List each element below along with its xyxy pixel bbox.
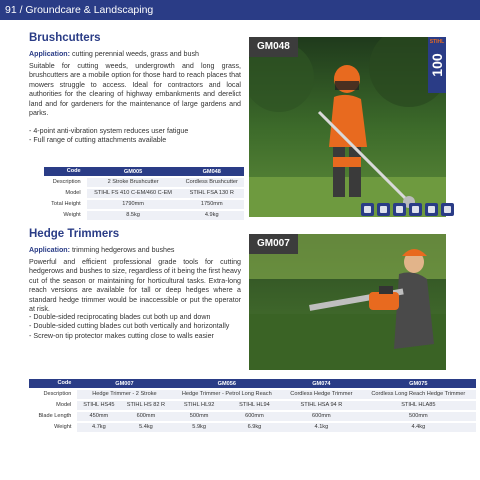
eye-protection-icon bbox=[441, 203, 454, 216]
hard-hat-icon bbox=[377, 203, 390, 216]
table-cell: STIHL HSA 94 R bbox=[282, 401, 361, 410]
hedge-trimmer-photo-art bbox=[249, 234, 446, 370]
table-header-cell: GM074 bbox=[282, 379, 361, 388]
brushcutter-photo-art bbox=[249, 37, 446, 217]
visor-icon bbox=[393, 203, 406, 216]
table-cell: 600mm bbox=[120, 412, 171, 421]
page-title: 91 / Groundcare & Landscaping bbox=[5, 4, 154, 16]
brushcutter-photo-tag: GM048 bbox=[249, 37, 298, 57]
badge-brand: STIHL bbox=[429, 39, 445, 45]
brushcutters-application-text: cutting perennial weeds, grass and bush bbox=[69, 50, 199, 58]
table-cell: 6.9kg bbox=[227, 423, 282, 432]
table-cell: 2 Stroke Brushcutter bbox=[87, 178, 180, 187]
table-cell: 4.7kg bbox=[77, 423, 120, 432]
stihl-100-badge bbox=[428, 37, 446, 93]
hedge-trimmers-application-text: trimming hedgerows and bushes bbox=[69, 246, 175, 254]
table-cell: 5.9kg bbox=[171, 423, 226, 432]
table-cell: Weight bbox=[29, 423, 77, 432]
brushcutters-application bbox=[29, 50, 241, 59]
table-cell: Blade Length bbox=[29, 412, 77, 421]
brushcutters-table bbox=[44, 165, 244, 222]
table-header-cell: GM075 bbox=[361, 379, 476, 388]
table-cell: Cordless Long Reach Hedge Trimmer bbox=[361, 390, 476, 399]
bullet-item: - Double-sided cutting blades cut both vertically and horizontally bbox=[29, 322, 241, 331]
ppe-icons-row bbox=[361, 203, 454, 216]
table-cell: STIHL HS45 bbox=[77, 401, 120, 410]
table-cell: Hedge Trimmer - 2 Stroke bbox=[77, 390, 171, 399]
hedge-trimmer-photo bbox=[249, 234, 446, 370]
boots-icon bbox=[425, 203, 438, 216]
hedge-trimmers-description: Powerful and efficient professional grade tools for cutting hedgerows and bushes to size, regardless of it being the first heavy cut of the season or maintaining for horticultural tasks. Extra-long reach versions are available for tall or deep hedges where a standard hedge trimmer would be inaccessible or put the operator at risk. bbox=[29, 258, 241, 314]
table-cell: 4.9kg bbox=[179, 211, 244, 220]
bullet-item: - Double-sided reciprocating blades cut both up and down bbox=[29, 313, 241, 322]
table-row bbox=[44, 211, 244, 220]
table-cell: 500mm bbox=[361, 412, 476, 421]
table-header-cell: GM007 bbox=[77, 379, 171, 388]
table-header-cell: Code bbox=[44, 167, 87, 176]
table-cell: STIHL FS 410 C-EM/460 C-EM bbox=[87, 189, 180, 198]
hedge-trimmers-heading: Hedge Trimmers bbox=[29, 228, 120, 240]
bullet-item: - 4-point anti-vibration system reduces user fatigue bbox=[29, 127, 241, 136]
table-row bbox=[44, 189, 244, 198]
table-cell: 4.1kg bbox=[282, 423, 361, 432]
table-cell: Total Height bbox=[44, 200, 87, 209]
table-row bbox=[29, 390, 476, 399]
table-header-cell: GM005 bbox=[87, 167, 180, 176]
table-cell: 5.4kg bbox=[120, 423, 171, 432]
table-header-row bbox=[29, 379, 476, 388]
table-row bbox=[29, 423, 476, 432]
table-row bbox=[29, 401, 476, 410]
table-row bbox=[29, 412, 476, 421]
brushcutters-heading: Brushcutters bbox=[29, 32, 101, 44]
table-cell: Model bbox=[29, 401, 77, 410]
badge-number: 100 bbox=[429, 53, 445, 77]
table-cell: Description bbox=[29, 390, 77, 399]
table-cell: 600mm bbox=[282, 412, 361, 421]
table-cell: Description bbox=[44, 178, 87, 187]
table-cell: 4.4kg bbox=[361, 423, 476, 432]
table-row bbox=[44, 178, 244, 187]
brushcutters-description: Suitable for cutting weeds, undergrowth and long grass, brushcutters are a mobile option for those hard to reach places that mowers struggle to access. Ideal for contractors and local authorities for the clearing of highway embankments and derelict land and for gardeners for the maintenance of large gardens and parks. bbox=[29, 62, 241, 118]
table-cell: Cordless Hedge Trimmer bbox=[282, 390, 361, 399]
table-header-row bbox=[44, 167, 244, 176]
bullet-item: - Screw-on tip protector makes cutting close to walls easier bbox=[29, 332, 241, 341]
brushcutters-bullets bbox=[29, 127, 241, 146]
brushcutter-photo bbox=[249, 37, 446, 217]
ear-protection-icon bbox=[361, 203, 374, 216]
table-cell: Weight bbox=[44, 211, 87, 220]
table-cell: STIHL HL94 bbox=[227, 401, 282, 410]
hedge-trimmers-application bbox=[29, 246, 241, 255]
table-cell: Cordless Brushcutter bbox=[179, 178, 244, 187]
table-cell: STIHL HLA85 bbox=[361, 401, 476, 410]
table-cell: 1750mm bbox=[179, 200, 244, 209]
hedge-trimmer-photo-tag: GM007 bbox=[249, 234, 298, 254]
table-header-cell: GM056 bbox=[171, 379, 282, 388]
page-header bbox=[0, 0, 480, 20]
table-cell: 8.5kg bbox=[87, 211, 180, 220]
table-cell: 450mm bbox=[77, 412, 120, 421]
table-cell: Model bbox=[44, 189, 87, 198]
hedge-trimmers-table bbox=[29, 377, 476, 434]
gloves-icon bbox=[409, 203, 422, 216]
table-cell: 500mm bbox=[171, 412, 226, 421]
brushcutters-application-label: Application: bbox=[29, 50, 70, 58]
bullet-item: - Full range of cutting attachments available bbox=[29, 136, 241, 145]
table-cell: Hedge Trimmer - Petrol Long Reach bbox=[171, 390, 282, 399]
table-cell: STIHL HL92 bbox=[171, 401, 226, 410]
hedge-trimmers-application-label: Application: bbox=[29, 246, 70, 254]
table-cell: 600mm bbox=[227, 412, 282, 421]
table-row bbox=[44, 200, 244, 209]
hedge-trimmers-bullets bbox=[29, 313, 241, 341]
table-cell: 1790mm bbox=[87, 200, 180, 209]
table-cell: STIHL FSA 130 R bbox=[179, 189, 244, 198]
table-cell: STIHL HS 82 R bbox=[120, 401, 171, 410]
table-header-cell: GM048 bbox=[179, 167, 244, 176]
table-header-cell: Code bbox=[29, 379, 77, 388]
